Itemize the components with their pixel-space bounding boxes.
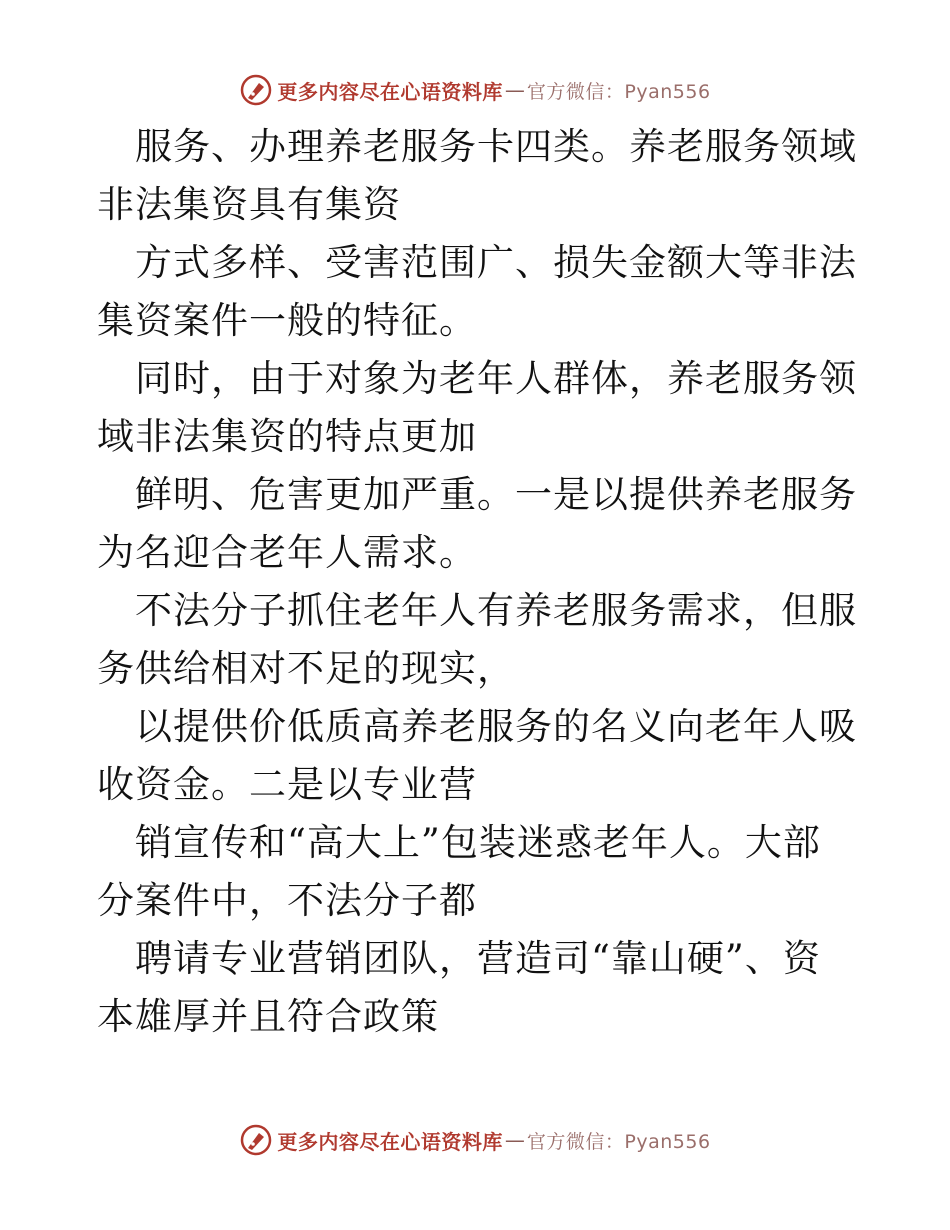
watermark-main-text: 更多内容尽在心语资料库 — [277, 1129, 503, 1154]
paragraph: 方式多样、受害范围广、损失金额大等非法集资案件一般的特征。 — [97, 241, 857, 342]
watermark-official-text: 官方微信：Pyan556 — [526, 1130, 711, 1153]
paragraph: 同时，由于对象为老年人群体，养老服务领域非法集资的特点更加 — [97, 357, 857, 458]
pen-nib-circle-icon — [239, 1123, 273, 1157]
paragraph: 服务、办理养老服务卡四类。养老服务领域非法集资具有集资 — [97, 125, 857, 226]
document-body — [97, 118, 857, 1046]
watermark-main-text: 更多内容尽在心语资料库 — [277, 79, 503, 104]
paragraph: 销宣传和“高大上”包装迷惑老年人。大部分案件中，不法分子都 — [97, 821, 821, 922]
footer-watermark — [0, 1120, 950, 1160]
paragraph: 鲜明、危害更加严重。一是以提供养老服务为名迎合老年人需求。 — [97, 473, 857, 574]
paragraph: 不法分子抓住老年人有养老服务需求，但服务供给相对不足的现实， — [97, 589, 857, 690]
header-watermark — [0, 70, 950, 110]
pen-nib-circle-icon — [239, 73, 273, 107]
paragraph: 以提供价低质高养老服务的名义向老年人吸收资金。二是以专业营 — [97, 705, 857, 806]
watermark-official-text: 官方微信：Pyan556 — [526, 80, 711, 103]
watermark-separator: — — [504, 1128, 525, 1152]
watermark-separator: — — [504, 78, 525, 102]
paragraph: 聘请专业营销团队，营造司“靠山硬”、资本雄厚并且符合政策 — [97, 937, 821, 1038]
